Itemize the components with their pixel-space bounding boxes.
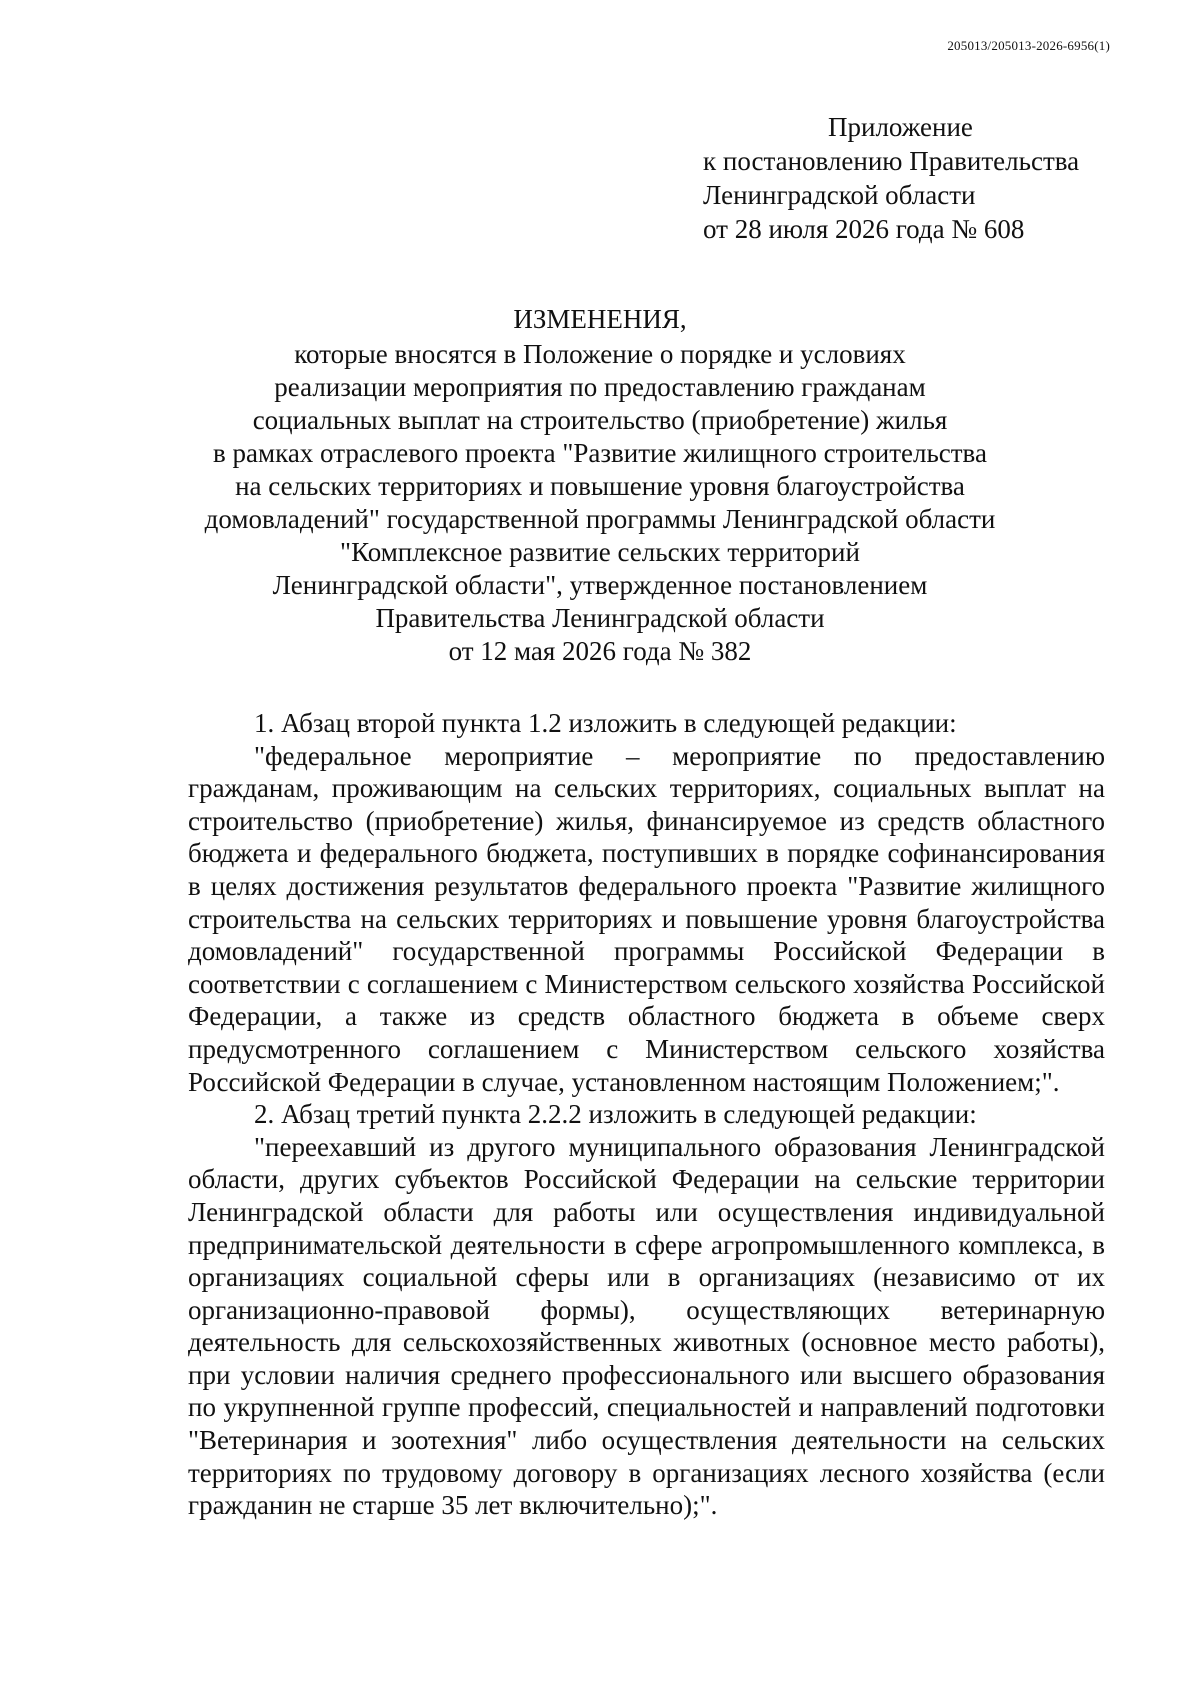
title-line: от 12 мая 2026 года № 382 bbox=[448, 636, 752, 666]
title-line: социальных выплат на строительство (приобретение) жилья bbox=[252, 405, 948, 435]
title-line: в рамках отраслевого проекта "Развитие жилищного строительства bbox=[213, 438, 987, 468]
amendment-item-1: 1. Абзац второй пункта 1.2 изложить в следующей редакции: bbox=[254, 708, 957, 738]
appendix-line-1: Приложение bbox=[828, 112, 973, 142]
amendment-text-1: "федеральное мероприятие – мероприятие по предоставлению гражданам, проживающим на сельских территориях, социальных выплат на строительство (приобретение) жилья, финансируемое из средств областного бюджета и федерального бюджета, поступивших в порядке софинансирования в целях достижения результатов федерального проекта "Развитие жилищного строительства на сельских территориях и повышение уровня благоустройства домовладений" государственной программы Российской Федерации в соответствии с соглашением с Министерством сельского хозяйства Российской Федерации, а также из средств областного бюджета в объеме сверх предусмотренного соглашением с Министерством сельского хозяйства Российской Федерации в случае, установленном настоящим Положением;". bbox=[188, 740, 1105, 1097]
appendix-block bbox=[703, 110, 1079, 246]
appendix-line-2: к постановлению Правительства bbox=[703, 146, 1080, 176]
amendment-text-2: "переехавший из другого муниципального образования Ленинградской области, других субъектов Российской Федерации на сельские территории Ленинградской области для работы или осуществления индивидуальной предпринимательской деятельности в сфере агропромышленного комплекса, в организациях социальной сферы или в организациях (независимо от их организационно-правовой формы), осуществляющих ветеринарную деятельность для сельскохозяйственных животных (основное место работы), при условии наличия среднего профессионального или высшего образования по укрупненной группе профессий, специальностей и направлений подготовки "Ветеринария и зоотехния" либо осуществления деятельности на сельских территориях по трудовому договору в организациях лесного хозяйства (если гражданин не старше 35 лет включительно);". bbox=[188, 1131, 1105, 1521]
title-line: реализации мероприятия по предоставлению гражданам bbox=[274, 372, 926, 402]
title-line: Правительства Ленинградской области bbox=[375, 603, 825, 633]
document-body bbox=[188, 707, 1105, 1522]
title-line: "Комплексное развитие сельских территорий bbox=[340, 537, 860, 567]
document-title bbox=[150, 303, 1050, 668]
title-line: которые вносятся в Положение о порядке и условиях bbox=[294, 339, 906, 369]
amendment-item-2: 2. Абзац третий пункта 2.2.2 изложить в следующей редакции: bbox=[254, 1099, 977, 1130]
title-line: Ленинградской области", утвержденное постановлением bbox=[272, 570, 928, 600]
title-line: домовладений" государственной программы Ленинградской области bbox=[204, 504, 996, 534]
title-line: на сельских территориях и повышение уровня благоустройства bbox=[235, 471, 965, 501]
document-reference-number: 205013/205013-2026-6956(1) bbox=[947, 38, 1110, 53]
title-heading: ИЗМЕНЕНИЯ, bbox=[513, 304, 687, 334]
appendix-line-4: от 28 июля 2026 года № 608 bbox=[703, 214, 1025, 244]
appendix-line-3: Ленинградской области bbox=[703, 180, 976, 210]
